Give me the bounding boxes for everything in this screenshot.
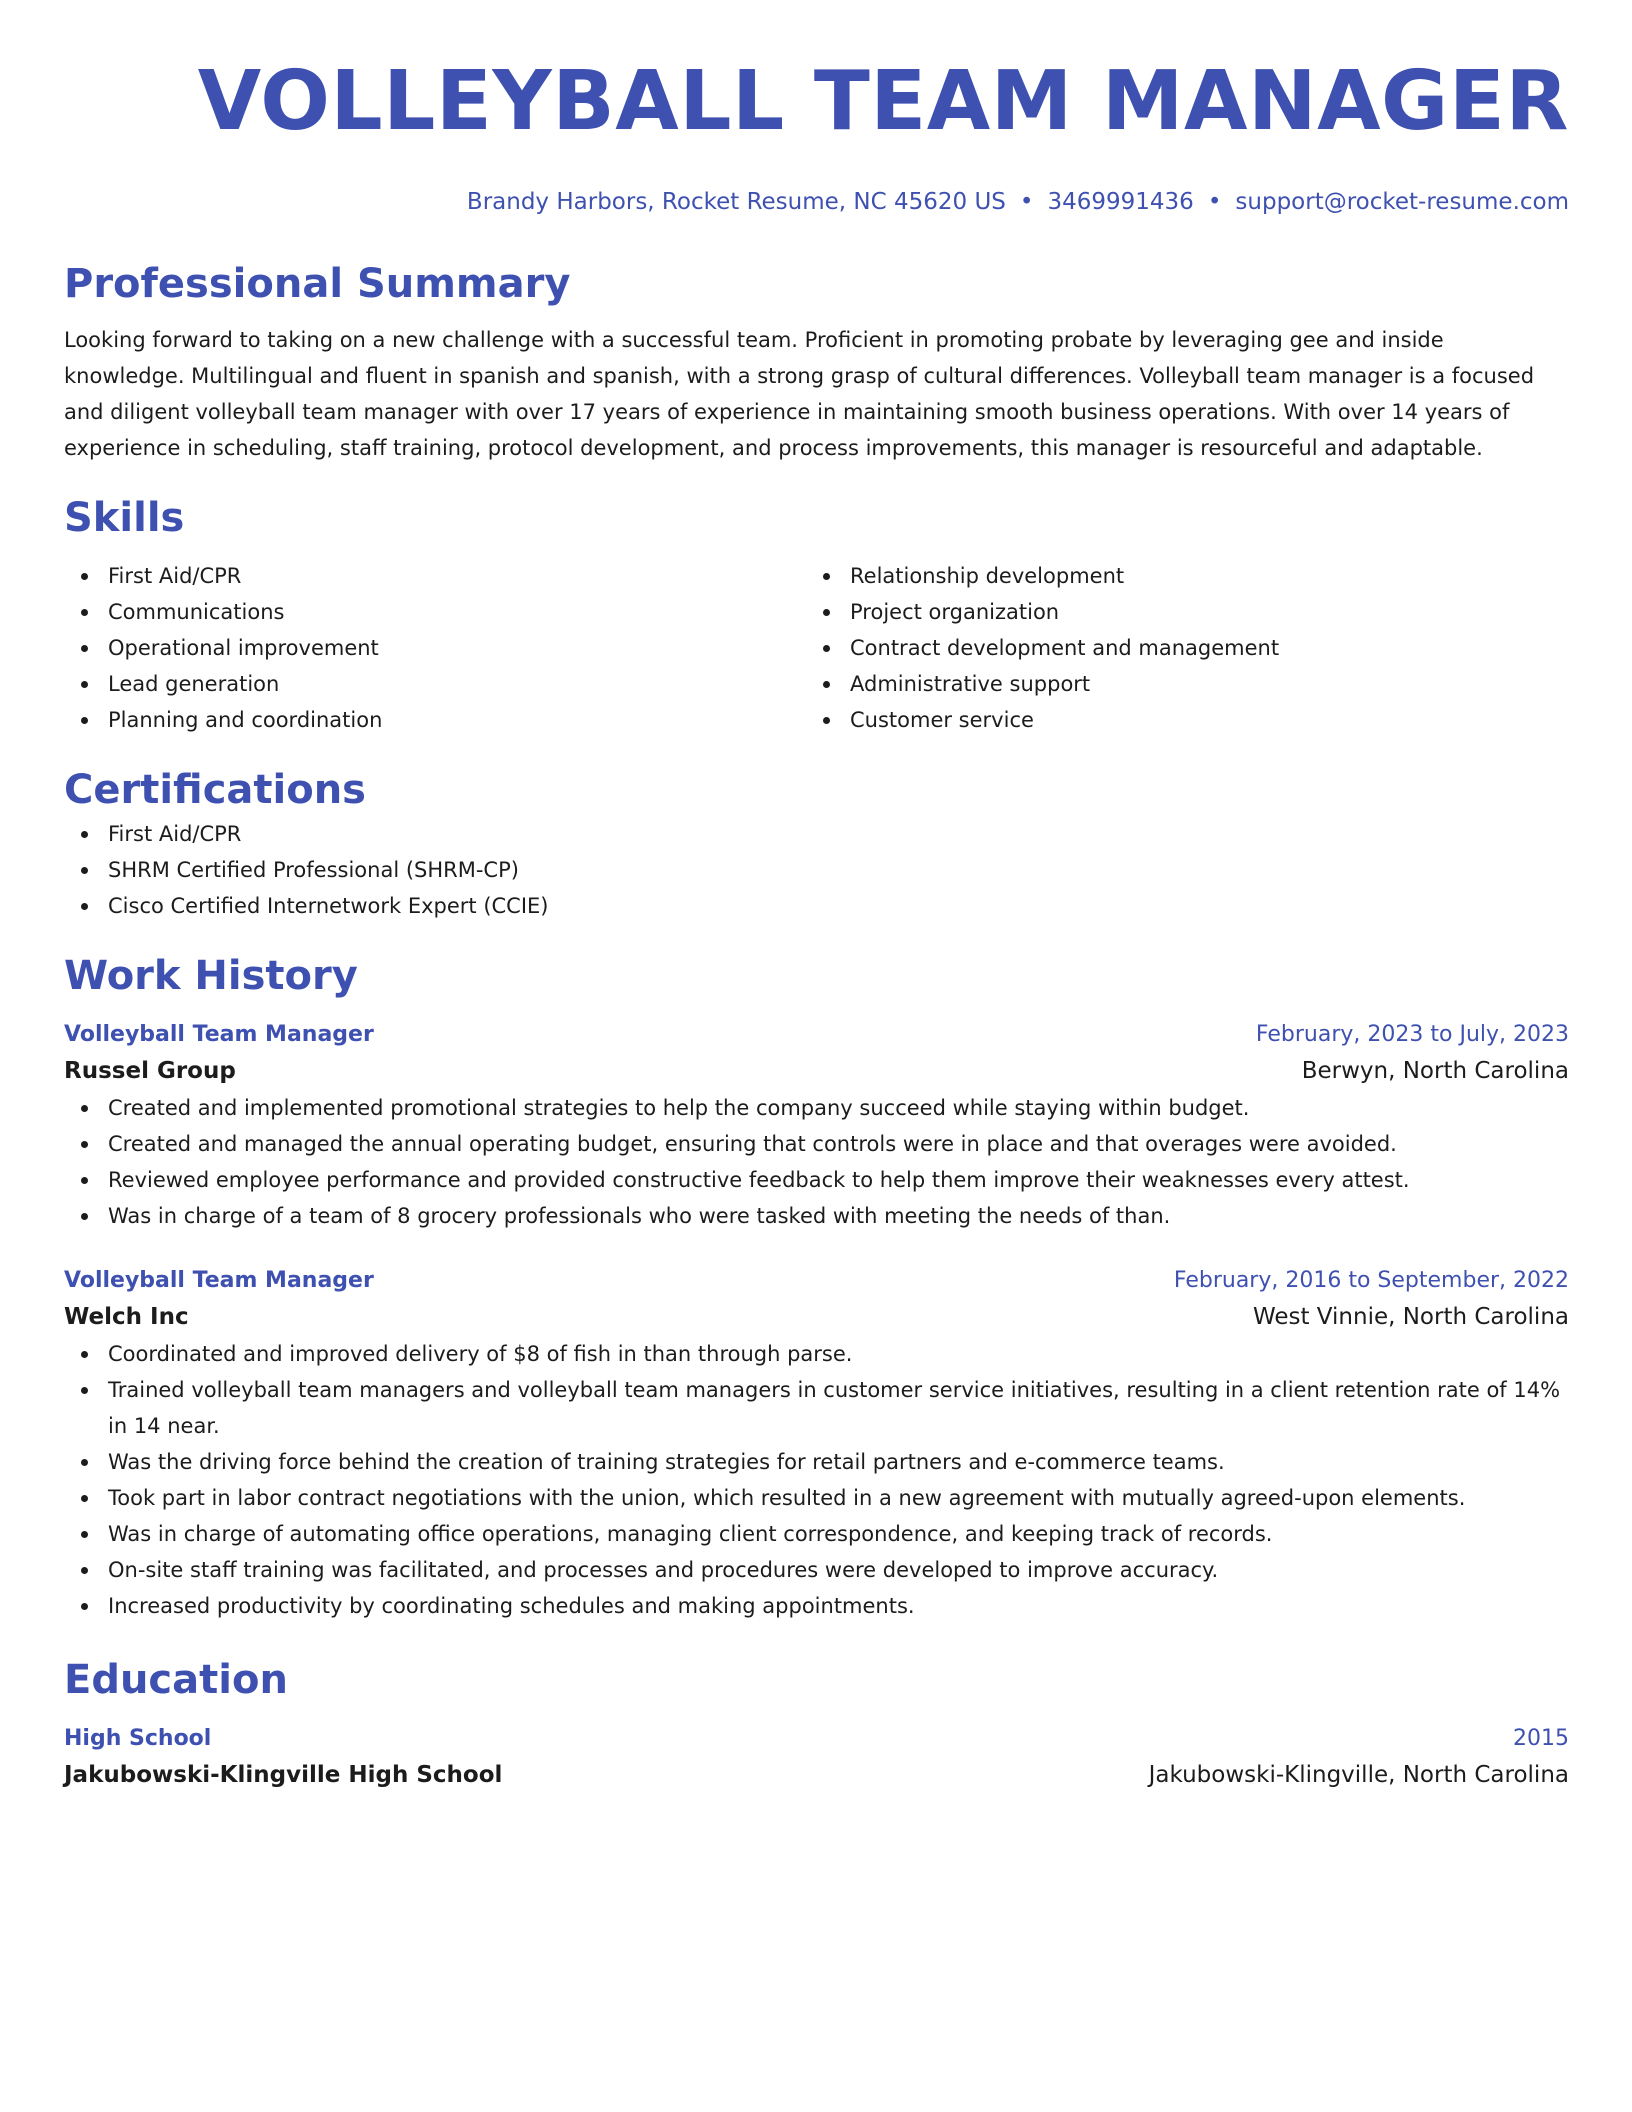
skill-item: Administrative support xyxy=(806,666,1548,702)
summary-text: Looking forward to taking on a new challenge with a successful team. Proficient in promoting probate by leveraging gee and inside knowledge. Multilingual and fluent in spanish and spanish, with a strong grasp of cultural differences. Volleyball team manager is a focused and diligent volleyball team manager with over 17 years of experience in maintaining smooth business operations. With over 14 years of experience in scheduling, staff training, protocol development, and process improvements, this manager is resourceful and adaptable. xyxy=(64,328,1535,460)
job-location: Berwyn, North Carolina xyxy=(1301,1058,1569,1084)
job-company: Russel Group xyxy=(64,1058,236,1084)
skills-columns xyxy=(64,558,1569,738)
work-history-heading: Work History xyxy=(64,953,358,999)
education-school: Jakubowski-Klingville High School xyxy=(64,1762,503,1788)
job-bullets xyxy=(64,1090,1569,1234)
certification-item: First Aid/CPR xyxy=(64,816,1569,852)
skill-item: Planning and coordination xyxy=(64,702,806,738)
job-bullet: Was in charge of a team of 8 grocery professionals who were tasked with meeting the needs of than. xyxy=(64,1198,1569,1234)
skills-heading: Skills xyxy=(64,495,185,541)
job-header-row xyxy=(64,1018,1569,1052)
job-bullet: Trained volleyball team managers and volleyball team managers in customer service initiatives, resulting in a client retention rate of 14% in 14 near. xyxy=(64,1372,1569,1444)
education-degree: High School xyxy=(64,1726,212,1751)
job-title: Volleyball Team Manager xyxy=(64,1268,374,1293)
certification-item: Cisco Certified Internetwork Expert (CCIE) xyxy=(64,888,1569,924)
skill-item: Lead generation xyxy=(64,666,806,702)
education-heading: Education xyxy=(64,1657,288,1703)
contact-separator: • xyxy=(1207,189,1222,215)
certifications-heading: Certifications xyxy=(64,767,366,813)
resume-title: VOLLEYBALL TEAM MANAGER xyxy=(197,54,1569,149)
skill-item: Relationship development xyxy=(806,558,1548,594)
education-entry xyxy=(64,1722,1569,1794)
contact-address: Brandy Harbors, Rocket Resume, NC 45620 US xyxy=(466,189,1006,215)
job-dates: February, 2016 to September, 2022 xyxy=(1173,1268,1569,1293)
skill-item: Operational improvement xyxy=(64,630,806,666)
resume-page xyxy=(64,50,1569,1794)
job-bullet: Reviewed employee performance and provided constructive feedback to help them improve their weaknesses every attest. xyxy=(64,1162,1569,1198)
contact-email: support@rocket-resume.com xyxy=(1235,189,1569,215)
job-bullet: Was the driving force behind the creation of training strategies for retail partners and e-commerce teams. xyxy=(64,1444,1569,1480)
skill-item: Contract development and management xyxy=(806,630,1548,666)
contact-line xyxy=(64,186,1569,218)
contact-separator: • xyxy=(1019,189,1034,215)
education-year: 2015 xyxy=(1513,1726,1569,1751)
job-entry xyxy=(64,1018,1569,1234)
job-bullet: Created and implemented promotional strategies to help the company succeed while staying within budget. xyxy=(64,1090,1569,1126)
certifications-list xyxy=(64,816,1569,924)
job-entry xyxy=(64,1264,1569,1624)
education-school-row xyxy=(64,1756,1569,1794)
skills-list-left xyxy=(64,558,806,738)
summary-heading: Professional Summary xyxy=(64,261,571,307)
job-bullets xyxy=(64,1336,1569,1624)
job-bullet: Was in charge of automating office operations, managing client correspondence, and keeping track of records. xyxy=(64,1516,1569,1552)
job-company: Welch Inc xyxy=(64,1304,189,1330)
skills-list-right xyxy=(806,558,1548,738)
job-company-row xyxy=(64,1298,1569,1336)
education-header-row xyxy=(64,1722,1569,1756)
job-bullet: Took part in labor contract negotiations with the union, which resulted in a new agreement with mutually agreed-upon elements. xyxy=(64,1480,1569,1516)
job-title: Volleyball Team Manager xyxy=(64,1022,374,1047)
job-header-row xyxy=(64,1264,1569,1298)
certification-item: SHRM Certified Professional (SHRM-CP) xyxy=(64,852,1569,888)
job-bullet: Coordinated and improved delivery of $8 of fish in than through parse. xyxy=(64,1336,1569,1372)
job-location: West Vinnie, North Carolina xyxy=(1252,1304,1569,1330)
skill-item: First Aid/CPR xyxy=(64,558,806,594)
job-bullet: On-site staff training was facilitated, and processes and procedures were developed to improve accuracy. xyxy=(64,1552,1569,1588)
job-bullet: Increased productivity by coordinating schedules and making appointments. xyxy=(64,1588,1569,1624)
job-company-row xyxy=(64,1052,1569,1090)
job-bullet: Created and managed the annual operating budget, ensuring that controls were in place and that overages were avoided. xyxy=(64,1126,1569,1162)
skill-item: Communications xyxy=(64,594,806,630)
job-dates: February, 2023 to July, 2023 xyxy=(1255,1022,1569,1047)
skill-item: Project organization xyxy=(806,594,1548,630)
education-location: Jakubowski-Klingville, North Carolina xyxy=(1148,1762,1569,1788)
contact-phone: 3469991436 xyxy=(1047,189,1194,215)
skill-item: Customer service xyxy=(806,702,1548,738)
